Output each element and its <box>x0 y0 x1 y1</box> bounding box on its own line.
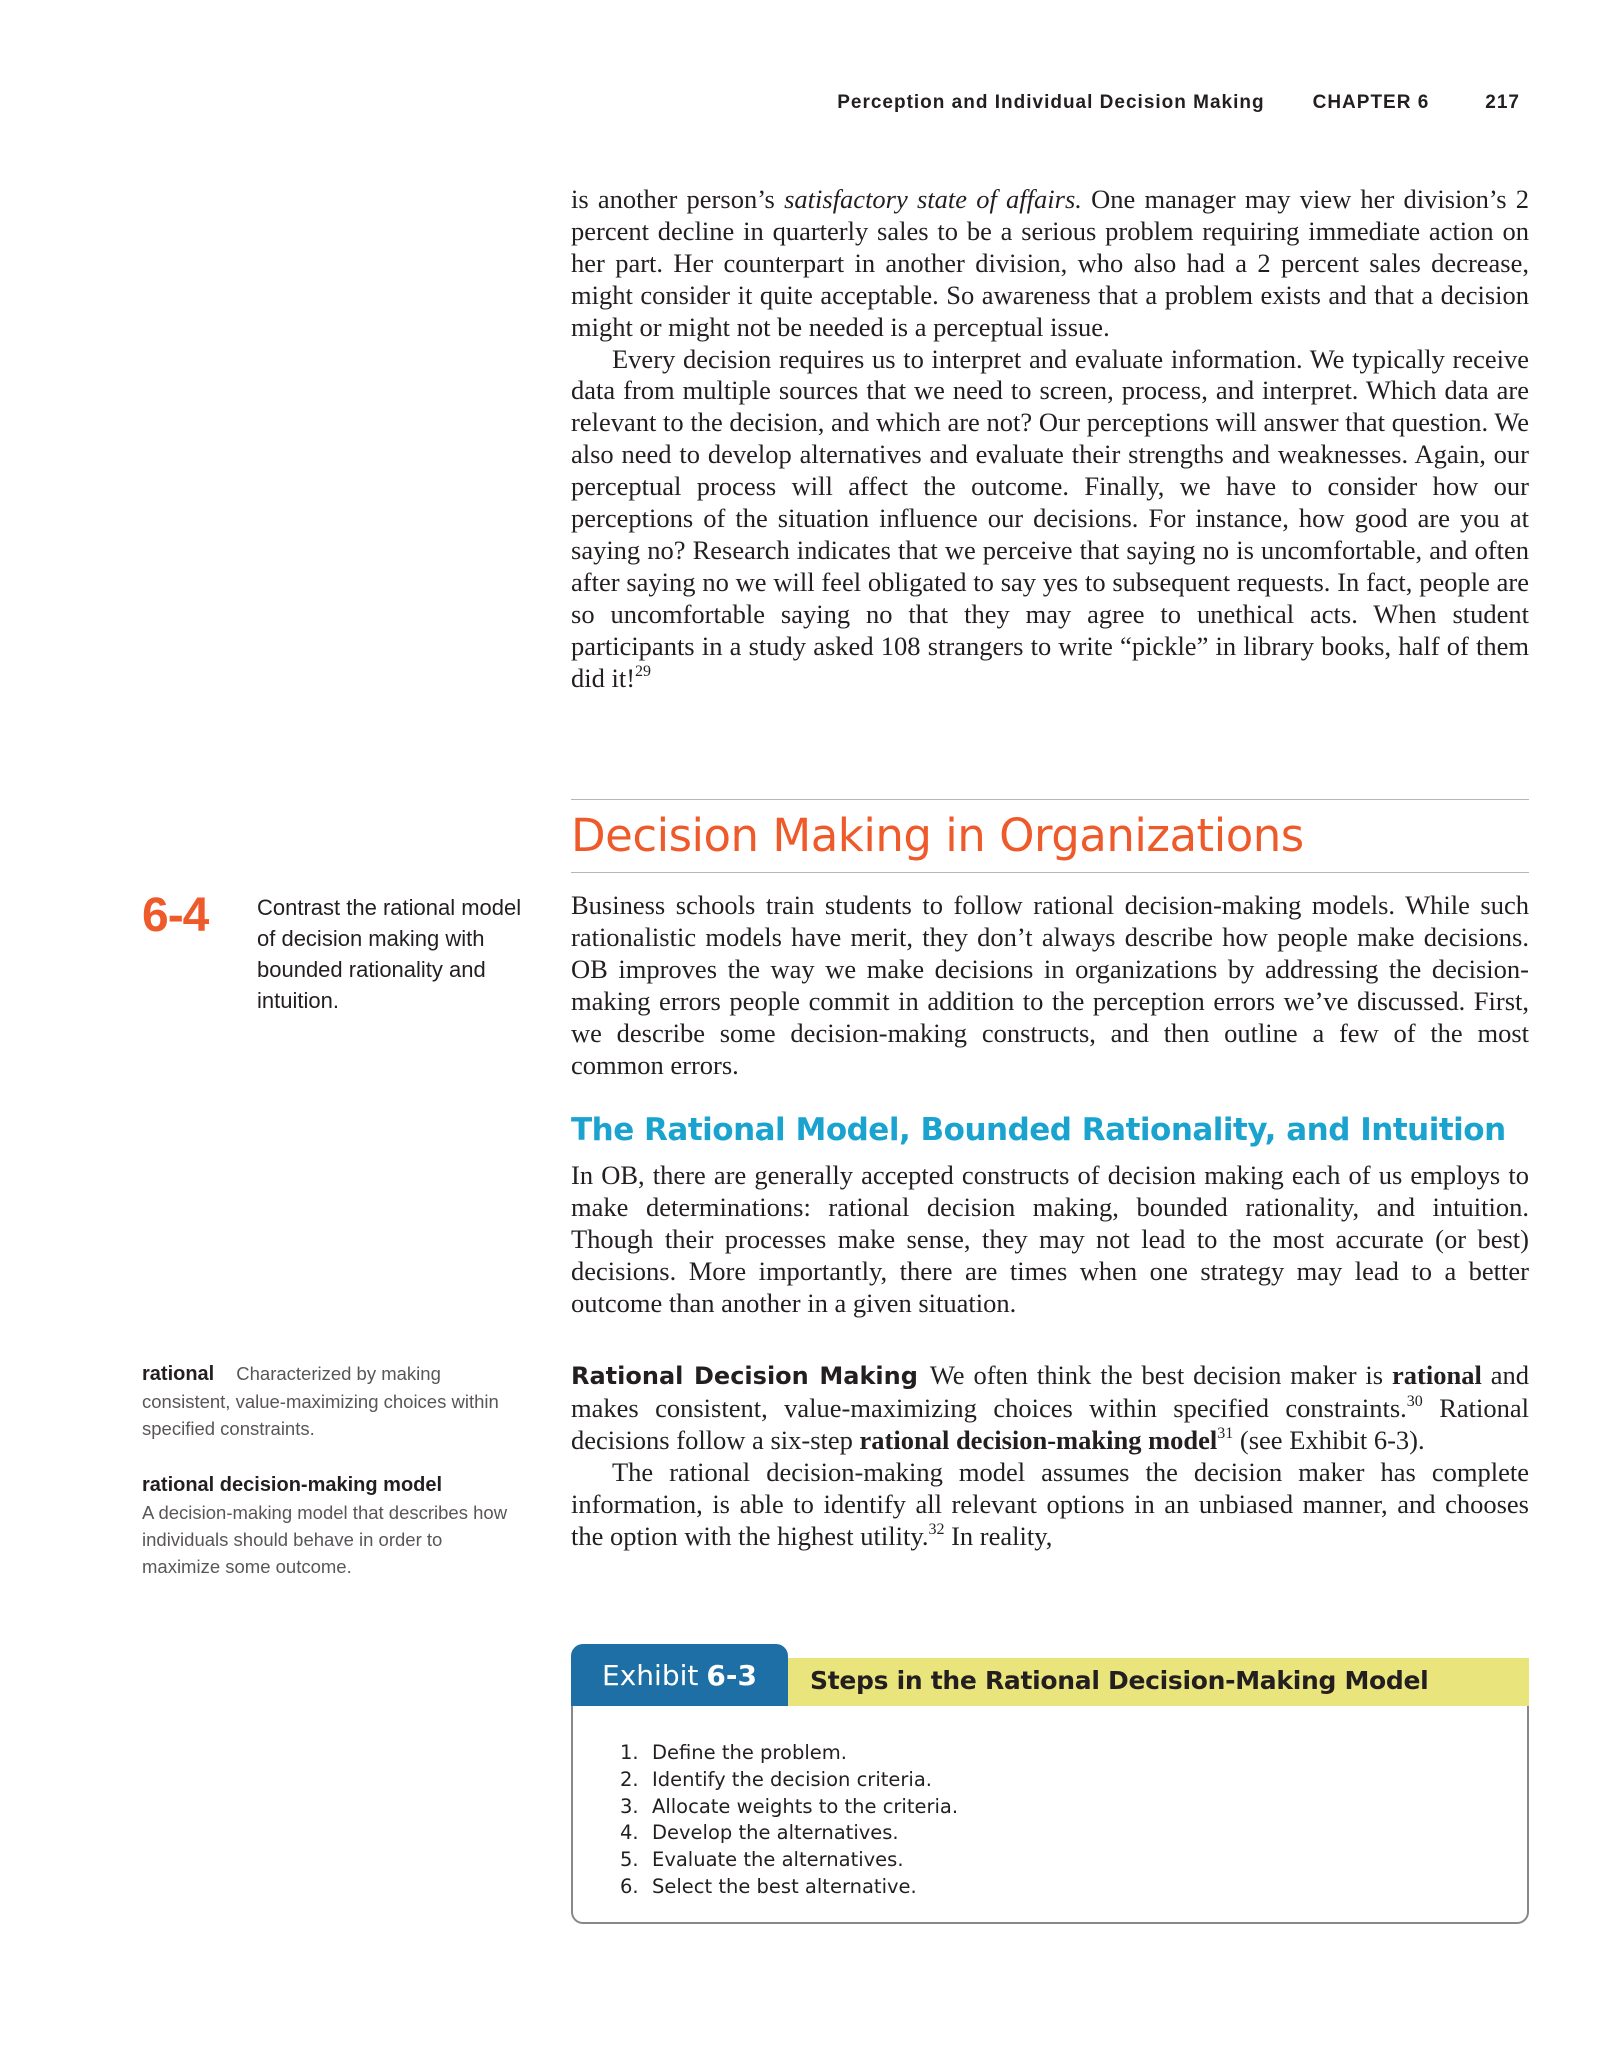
intro-paragraph-1 <box>571 184 1529 344</box>
exhibit-label: Exhibit <box>602 1658 699 1692</box>
footnote-ref: 31 <box>1217 1424 1234 1442</box>
running-title: Perception and Individual Decision Making <box>837 92 1265 113</box>
learning-objective-text: Contrast the rational model of decision making with bounded rationality and intuition. <box>257 895 522 1013</box>
step-number: 1. <box>620 1741 639 1764</box>
rational-decision-paragraph <box>571 1360 1529 1457</box>
step-number: 6. <box>620 1874 639 1898</box>
text-run: Rational decisions follow a six-step <box>571 1392 1529 1455</box>
text-run: Every decision requires us to interpret and evaluate information. We typically receive data from multiple sources that we need to screen, process, and interpret. Which data are relevant to the decision, and which are not? Our perceptions will answer that question. We also need to develop alternatives and evaluate their strengths and weaknesses. Again, our perceptual process will affect the outcome. Finally, we have to consider how our perceptions of the situation influence our decisions. For instance, how good are you at saying no? Research indicates that we perceive that saying no is uncomfortable, and often after saying no we will feel obligated to say yes to subsequent requests. In fact, people are so uncomfortable saying no that they may agree to unethical acts. When student participants in a study asked 108 strangers to write “pickle” in library books, half of them did it! <box>571 343 1529 693</box>
learning-objective-number: 6-4 <box>142 889 209 942</box>
page-number: 217 <box>1485 92 1520 113</box>
text-run: We often think the best decision maker is <box>929 1360 1393 1390</box>
rational-model-paragraph <box>571 1457 1529 1553</box>
text-run: and makes consistent, value-maximizing choices within specified constraints. <box>571 1360 1529 1423</box>
footnote-ref: 29 <box>635 662 652 680</box>
key-term: rational decision-making model <box>859 1424 1218 1455</box>
step-text: Allocate weights to the criteria. <box>652 1794 959 1818</box>
exhibit-steps-list <box>620 1740 958 1901</box>
heading-rule-top <box>571 799 1529 800</box>
step-text: Select the best alternative. <box>652 1874 917 1898</box>
list-item <box>620 1874 958 1901</box>
italic-phrase: satisfactory state of affairs. <box>784 184 1082 214</box>
footnote-ref: 30 <box>1406 1392 1423 1410</box>
rational-decision-block <box>571 1360 1529 1552</box>
step-text: Identify the decision criteria. <box>652 1767 932 1791</box>
text-run: is another person’s <box>571 184 785 214</box>
text-run: One manager may view her division’s 2 percent decline in quarterly sales to be a serious problem requiring immediate action on her part. Her counterpart in another division, who also had a 2 percent sales decrease, might consider it quite acceptable. So awareness that a problem exists and that a decision might or might not be needed is a perceptual issue. <box>571 184 1530 342</box>
section-heading: Decision Making in Organizations <box>571 809 1304 862</box>
glossary-entry-rational <box>142 1360 512 1442</box>
text-run: The rational decision-making model assumes the decision maker has complete information, is able to identify all relevant options in an unbiased manner, and chooses the option with the highest utility. <box>571 1456 1529 1551</box>
glossary-term: rational <box>142 1363 215 1385</box>
heading-rule-bottom <box>571 872 1529 873</box>
list-item <box>620 1767 958 1794</box>
subsection-paragraph: In OB, there are generally accepted constructs of decision making each of us employs to make determinations: rational decision making, bounded rationality, and intuition. Though their processes make sense, they may not lead to the most accurate (or best) decisions. More importantly, there are times when one strategy may lead to a better outcome than another in a given situation. <box>571 1160 1529 1318</box>
exhibit-number: 6-3 <box>706 1658 757 1692</box>
list-item <box>620 1794 958 1821</box>
glossary-term: rational decision-making model <box>142 1474 443 1496</box>
footnote-ref: 32 <box>928 1520 945 1538</box>
intro-paragraph-2 <box>571 344 1529 695</box>
step-text: Evaluate the alternatives. <box>652 1848 904 1872</box>
list-item <box>620 1740 958 1767</box>
text-run: In reality, <box>944 1520 1053 1551</box>
step-text: Develop the alternatives. <box>652 1821 899 1845</box>
step-number: 5. <box>620 1848 639 1872</box>
exhibit-title: Steps in the Rational Decision-Making Model <box>810 1666 1429 1695</box>
glossary-entry-rational-model <box>142 1472 512 1580</box>
run-in-heading: Rational Decision Making <box>571 1362 918 1390</box>
key-term: rational <box>1392 1360 1482 1390</box>
subsection-intro-block <box>571 1160 1529 1320</box>
running-header <box>837 88 1520 118</box>
subsection-heading: The Rational Model, Bounded Rationality, and Intuition <box>571 1112 1506 1148</box>
list-item <box>620 1820 958 1847</box>
section-paragraph: Business schools train students to follow rational decision-making models. While such rationalistic models have merit, they don’t always describe how people make decisions. OB improves the way we make decisions in organizations by addressing the decision-making errors people commit in addition to the perception errors we’ve discussed. First, we describe some decision-making constructs, and then outline a few of the most common errors. <box>571 890 1529 1080</box>
glossary-definition: A decision-making model that describes how individuals should behave in order to maximize some outcome. <box>142 1502 508 1577</box>
glossary-definition: Characterized by making consistent, value-maximizing choices within specified constraints. <box>142 1363 499 1439</box>
intro-block <box>571 184 1529 695</box>
step-text: Define the problem. <box>652 1741 847 1764</box>
text-run: (see Exhibit 6-3). <box>1233 1424 1425 1455</box>
exhibit-tab <box>571 1644 788 1706</box>
chapter-label: CHAPTER 6 <box>1312 92 1430 113</box>
step-number: 4. <box>620 1821 639 1845</box>
step-number: 3. <box>620 1794 639 1818</box>
list-item <box>620 1847 958 1874</box>
section-intro-block <box>571 890 1529 1081</box>
step-number: 2. <box>620 1767 639 1791</box>
